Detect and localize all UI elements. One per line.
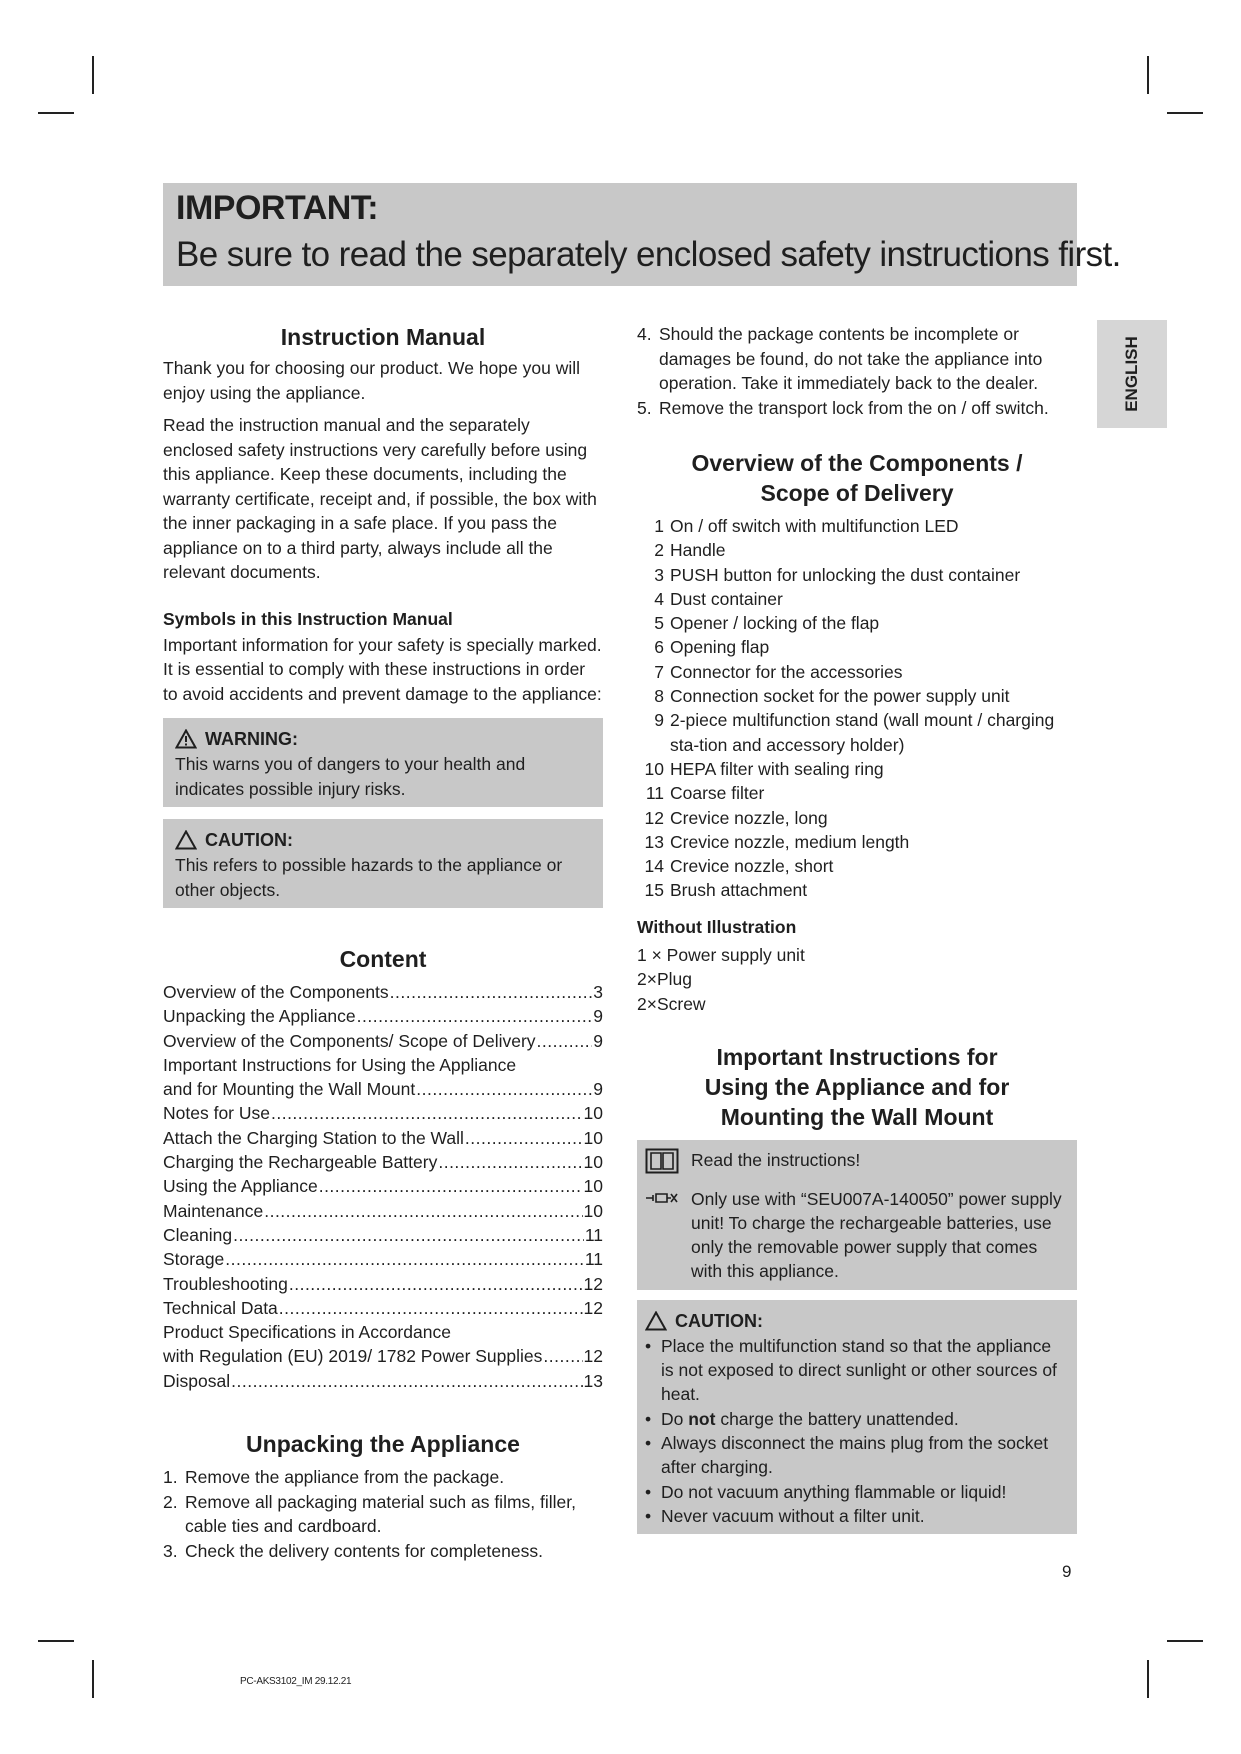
list-item: 5. Remove the transport lock from the on / off switch.: [637, 397, 1049, 418]
banner-text: Be sure to read the separately enclosed safety instructions first.: [176, 235, 1121, 274]
list-item: 8 Connection socket for the power supply unit: [654, 686, 1010, 707]
caution-title: CAUTION:: [675, 1310, 763, 1331]
crop-mark: [92, 56, 94, 94]
caution-icon: [645, 1311, 667, 1331]
toc-row: Charging the Rechargeable Battery ..... 10: [163, 1150, 603, 1174]
list-item: 1. Remove the appliance from the package.: [163, 1467, 505, 1488]
list-item: • Do not vacuum anything flammable or liquid!: [645, 1481, 1007, 1502]
toc-row: Important Instructions for Using the Appliance: [163, 1054, 517, 1075]
important-instructions-heading: Important Instructions for Using the Appliance and for Mounting the Wall Mount: [704, 1044, 1010, 1131]
intro-paragraph: Thank you for choosing our product. We hope you will enjoy using the appliance.: [163, 358, 580, 403]
list-item: 9 2-piece multifunction stand (wall mount / charging sta-tion and accessory holder): [654, 710, 1055, 755]
toc-row: Product Specifications in Accordance: [163, 1322, 451, 1343]
toc-row: Overview of the Components ..... 3: [163, 980, 603, 1004]
left-column: [163, 322, 603, 1563]
power-supply-row: [645, 1187, 1065, 1284]
list-item: 3. Check the delivery contents for completeness.: [163, 1540, 543, 1561]
crop-mark: [1167, 112, 1203, 114]
crop-mark: [92, 1660, 94, 1698]
list-item: 3 PUSH button for unlocking the dust container: [654, 564, 1021, 585]
toc-row: Cleaning ..... 11: [163, 1223, 603, 1247]
caution-title: CAUTION:: [205, 830, 293, 850]
banner-title: IMPORTANT:: [176, 189, 379, 227]
unpacking-list: [163, 1465, 603, 1563]
unpacking-list-continued: [637, 322, 1077, 420]
toc-row: Unpacking the Appliance ..... 9: [163, 1004, 603, 1028]
list-item: 2×Plug: [637, 969, 692, 990]
list-item: • Always disconnect the mains plug from the socket after charging.: [645, 1432, 1049, 1478]
toc-row: Storage ..... 11: [163, 1247, 603, 1271]
content-heading: Content: [339, 946, 427, 972]
footer-code: PC-AKS3102_IM 29.12.21: [240, 1676, 352, 1687]
warning-title: WARNING:: [205, 729, 298, 749]
list-item: 1 × Power supply unit: [637, 944, 805, 965]
power-supply-text: Only use with “SEU007A-140050” power supply unit! To charge the rechargeable batteries, use only the removable power supply that comes with this appliance.: [691, 1188, 1062, 1282]
list-item: 10 HEPA filter with sealing ring: [644, 758, 884, 779]
power-supply-icon: [645, 1191, 679, 1205]
crop-mark: [1147, 1660, 1149, 1698]
table-of-contents: [163, 980, 603, 1393]
toc-row: and for Mounting the Wall Mount ..... 9: [163, 1077, 603, 1101]
toc-row: Disposal ..... 13: [163, 1369, 603, 1393]
list-item: 2×Screw: [637, 993, 706, 1014]
list-item: 7 Connector for the accessories: [654, 661, 903, 682]
language-tab: [1097, 320, 1167, 428]
list-item: • Never vacuum without a filter unit.: [645, 1505, 925, 1526]
toc-row: Using the Appliance ..... 10: [163, 1174, 603, 1198]
read-instructions-text: Read the instructions!: [691, 1150, 861, 1171]
list-item: 11 Coarse filter: [645, 783, 765, 804]
list-item: 6 Opening flap: [654, 637, 770, 658]
caution-list: [645, 1334, 1065, 1528]
crop-mark: [38, 1640, 74, 1642]
symbols-text: Important information for your safety is specially marked. It is essential to comply with these instructions in order to avoid accidents and prevent damage to the appliance:: [163, 634, 602, 704]
crop-mark: [1167, 1640, 1203, 1642]
list-item: 14 Crevice nozzle, short: [644, 856, 834, 877]
language-label: ENGLISH: [1122, 336, 1141, 412]
toc-row: Troubleshooting ..... 12: [163, 1272, 603, 1296]
list-item: 13 Crevice nozzle, medium length: [644, 831, 910, 852]
crop-mark: [1147, 56, 1149, 94]
right-column: [637, 322, 1077, 1534]
toc-row: with Regulation (EU) 2019/ 1782 Power Supplies ..... 12: [163, 1344, 603, 1368]
components-list: [637, 514, 1077, 903]
symbols-heading: Symbols in this Instruction Manual: [163, 608, 453, 629]
toc-row: Maintenance ..... 10: [163, 1199, 603, 1223]
list-item: 4 Dust container: [654, 588, 783, 609]
list-item: 4. Should the package contents be incomplete or damages be found, do not take the appliance into operation. Take it immediately back to the dealer.: [637, 324, 1043, 393]
list-item: 12 Crevice nozzle, long: [644, 807, 828, 828]
caution-text: This refers to possible hazards to the appliance or other objects.: [175, 855, 563, 900]
book-icon: [645, 1148, 679, 1174]
without-illustration-heading: Without Illustration: [637, 916, 797, 937]
unpacking-heading: Unpacking the Appliance: [246, 1431, 520, 1458]
warning-box: [163, 718, 603, 807]
toc-row: Notes for Use ..... 10: [163, 1101, 603, 1125]
page-number: 9: [1062, 1562, 1072, 1581]
crop-mark: [38, 112, 74, 114]
warning-text: This warns you of dangers to your health and indicates possible injury risks.: [175, 754, 526, 799]
instructions-box: [637, 1140, 1077, 1289]
toc-row: Attach the Charging Station to the Wall ..... 10: [163, 1126, 603, 1150]
important-banner: [163, 183, 1121, 286]
toc-row: Overview of the Components/ Scope of Delivery ..... 9: [163, 1029, 603, 1053]
caution-box-2: [637, 1300, 1077, 1534]
intro-paragraph-2: Read the instruction manual and the separately enclosed safety instructions very carefully before using this appliance. Keep these documents, including the warranty certificate, receipt and, if possible, the box with the inner packaging in a safe place. If you pass the appliance on to a third party, always include all the relevant documents.: [163, 415, 597, 582]
list-item: 2. Remove all packaging material such as films, filler, cable ties and cardboard.: [163, 1491, 576, 1537]
overview-heading: Overview of the Components / Scope of Delivery: [691, 450, 1023, 506]
caution-icon: [175, 830, 197, 850]
warning-icon: [175, 729, 197, 749]
instruction-manual-heading: Instruction Manual: [280, 324, 486, 350]
without-illustration-list: [637, 943, 1077, 1017]
list-item: 1 On / off switch with multifunction LED: [654, 516, 959, 536]
list-item: 15 Brush attachment: [644, 880, 808, 901]
list-item: 2 Handle: [654, 540, 726, 561]
toc-row: Technical Data ..... 12: [163, 1296, 603, 1320]
read-instructions-row: [645, 1148, 1065, 1180]
list-item: • Do not charge the battery unattended.: [645, 1408, 959, 1429]
caution-box: [163, 819, 603, 908]
list-item: 5 Opener / locking of the flap: [654, 613, 880, 634]
list-item: • Place the multifunction stand so that the appliance is not exposed to direct sunlight or other sources of heat.: [645, 1335, 1057, 1405]
